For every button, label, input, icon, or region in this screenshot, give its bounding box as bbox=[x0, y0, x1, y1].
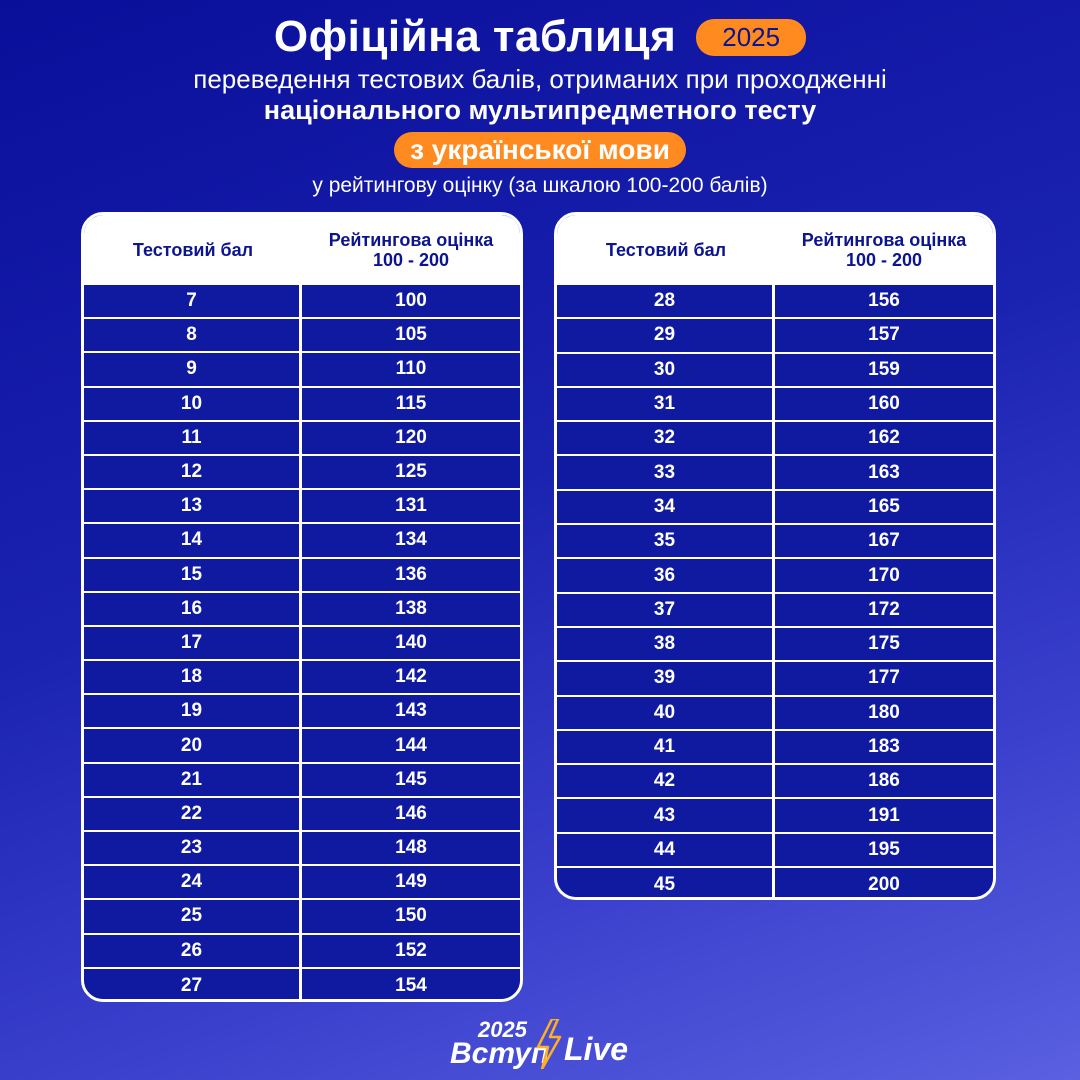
rating-cell: 105 bbox=[395, 324, 427, 346]
table-row bbox=[84, 764, 520, 798]
subject-badge: з української мови bbox=[394, 132, 686, 168]
test-score-cell: 28 bbox=[557, 285, 775, 317]
table-row bbox=[557, 319, 993, 353]
rating-cell: 160 bbox=[868, 393, 900, 415]
table-row bbox=[84, 593, 520, 627]
rating-cell: 163 bbox=[868, 461, 900, 483]
vstup-live-logo bbox=[448, 1015, 648, 1075]
test-score-cell: 16 bbox=[84, 593, 302, 625]
test-score-cell: 15 bbox=[84, 559, 302, 591]
table-row bbox=[84, 627, 520, 661]
test-score-cell: 10 bbox=[84, 388, 302, 420]
header-rating-title: Рейтингова оцінка bbox=[328, 230, 494, 250]
rating-cell: 152 bbox=[395, 939, 427, 961]
table-row bbox=[84, 285, 520, 319]
test-score-cell: 42 bbox=[557, 765, 775, 797]
table-body-right bbox=[557, 285, 993, 900]
rating-cell: 140 bbox=[395, 631, 427, 653]
table-row bbox=[84, 422, 520, 456]
table-row bbox=[84, 319, 520, 353]
table-row bbox=[84, 900, 520, 934]
rating-cell: 148 bbox=[395, 837, 427, 859]
test-score-cell: 19 bbox=[84, 695, 302, 727]
year-badge: 2025 bbox=[696, 19, 806, 56]
test-score-cell: 36 bbox=[557, 559, 775, 591]
test-score-cell: 34 bbox=[557, 491, 775, 523]
rating-cell: 177 bbox=[868, 667, 900, 689]
title-row bbox=[0, 12, 1080, 62]
rating-cell: 110 bbox=[395, 358, 427, 380]
test-score-cell: 13 bbox=[84, 490, 302, 522]
test-score-cell: 22 bbox=[84, 798, 302, 830]
subject-row bbox=[0, 132, 1080, 168]
test-score-cell: 25 bbox=[84, 900, 302, 932]
logo-live: Live bbox=[564, 1031, 629, 1067]
table-header bbox=[84, 215, 520, 285]
rating-cell: 172 bbox=[868, 598, 900, 620]
rating-cell: 146 bbox=[395, 802, 427, 824]
rating-cell: 162 bbox=[868, 427, 900, 449]
page-title: Офіційна таблиця bbox=[273, 12, 677, 61]
rating-cell: 115 bbox=[395, 392, 427, 414]
test-score-cell: 32 bbox=[557, 422, 775, 454]
rating-cell: 138 bbox=[395, 597, 427, 619]
rating-cell: 149 bbox=[395, 871, 427, 893]
rating-cell: 191 bbox=[868, 804, 900, 826]
rating-cell: 144 bbox=[395, 734, 427, 756]
table-row bbox=[557, 731, 993, 765]
lightning-bolt-icon bbox=[534, 1019, 564, 1069]
conversion-table-left bbox=[81, 212, 523, 1002]
table-row bbox=[84, 524, 520, 558]
rating-cell: 175 bbox=[868, 633, 900, 655]
table-row bbox=[84, 935, 520, 969]
test-score-cell: 29 bbox=[557, 319, 775, 351]
header-rating bbox=[775, 215, 993, 285]
rating-cell: 131 bbox=[395, 495, 427, 517]
rating-cell: 154 bbox=[395, 974, 427, 996]
test-score-cell: 39 bbox=[557, 662, 775, 694]
test-score-cell: 44 bbox=[557, 834, 775, 866]
test-score-cell: 35 bbox=[557, 525, 775, 557]
test-score-cell: 21 bbox=[84, 764, 302, 796]
table-row bbox=[84, 832, 520, 866]
rating-cell: 143 bbox=[395, 700, 427, 722]
table-row bbox=[557, 628, 993, 662]
rating-cell: 165 bbox=[868, 495, 900, 517]
table-row bbox=[84, 661, 520, 695]
table-row bbox=[84, 456, 520, 490]
table-row bbox=[557, 559, 993, 593]
rating-cell: 200 bbox=[868, 874, 900, 896]
logo-year: 2025 bbox=[478, 1017, 527, 1042]
test-score-cell: 31 bbox=[557, 388, 775, 420]
header-rating-title: Рейтингова оцінка bbox=[801, 230, 967, 250]
table-row bbox=[557, 456, 993, 490]
test-score-cell: 40 bbox=[557, 697, 775, 729]
rating-cell: 145 bbox=[395, 768, 427, 790]
table-row bbox=[557, 422, 993, 456]
rating-cell: 120 bbox=[395, 426, 427, 448]
rating-cell: 136 bbox=[395, 563, 427, 585]
test-score-cell: 38 bbox=[557, 628, 775, 660]
rating-cell: 195 bbox=[868, 838, 900, 860]
table-row bbox=[84, 490, 520, 524]
header-rating bbox=[302, 215, 520, 285]
rating-cell: 159 bbox=[868, 358, 900, 380]
test-score-cell: 7 bbox=[84, 285, 302, 317]
rating-cell: 180 bbox=[868, 701, 900, 723]
table-row bbox=[557, 834, 993, 868]
header-test-score: Тестовий бал bbox=[132, 240, 254, 260]
rating-cell: 170 bbox=[868, 564, 900, 586]
rating-cell: 167 bbox=[868, 530, 900, 552]
test-score-cell: 18 bbox=[84, 661, 302, 693]
test-score-cell: 30 bbox=[557, 354, 775, 386]
test-score-cell: 41 bbox=[557, 731, 775, 763]
subtitle-line-1: переведення тестових балів, отриманих при проходженні bbox=[193, 64, 887, 94]
logo-word: Вступ bbox=[450, 1037, 550, 1070]
table-row bbox=[84, 866, 520, 900]
rating-cell: 150 bbox=[395, 905, 427, 927]
table-row bbox=[84, 729, 520, 763]
rating-cell: 134 bbox=[395, 529, 427, 551]
subtitle-line-3: у рейтингову оцінку (за шкалою 100-200 балів) bbox=[312, 174, 768, 197]
test-score-cell: 37 bbox=[557, 594, 775, 626]
table-row bbox=[84, 695, 520, 729]
header-rating-scale: 100 - 200 bbox=[372, 250, 450, 270]
header-test-score: Тестовий бал bbox=[605, 240, 727, 260]
test-score-cell: 27 bbox=[84, 969, 302, 1002]
table-row bbox=[557, 799, 993, 833]
table-row bbox=[557, 868, 993, 900]
table-header bbox=[557, 215, 993, 285]
test-score-cell: 26 bbox=[84, 935, 302, 967]
table-row bbox=[557, 594, 993, 628]
table-row bbox=[557, 697, 993, 731]
test-score-cell: 24 bbox=[84, 866, 302, 898]
rating-cell: 157 bbox=[868, 324, 900, 346]
test-score-cell: 17 bbox=[84, 627, 302, 659]
table-row bbox=[557, 662, 993, 696]
test-score-cell: 11 bbox=[84, 422, 302, 454]
table-row bbox=[84, 969, 520, 1002]
test-score-cell: 12 bbox=[84, 456, 302, 488]
table-row bbox=[84, 353, 520, 387]
header-rating-scale: 100 - 200 bbox=[845, 250, 923, 270]
test-score-cell: 43 bbox=[557, 799, 775, 831]
rating-cell: 156 bbox=[868, 290, 900, 312]
test-score-cell: 8 bbox=[84, 319, 302, 351]
test-score-cell: 9 bbox=[84, 353, 302, 385]
table-row bbox=[84, 559, 520, 593]
table-row bbox=[84, 798, 520, 832]
test-score-cell: 45 bbox=[557, 868, 775, 900]
table-row bbox=[557, 525, 993, 559]
table-row bbox=[557, 388, 993, 422]
test-score-cell: 14 bbox=[84, 524, 302, 556]
rating-cell: 142 bbox=[395, 666, 427, 688]
rating-cell: 100 bbox=[395, 290, 427, 312]
table-row bbox=[557, 354, 993, 388]
rating-cell: 186 bbox=[868, 770, 900, 792]
conversion-table-right bbox=[554, 212, 996, 900]
table-row bbox=[84, 388, 520, 422]
test-score-cell: 20 bbox=[84, 729, 302, 761]
rating-cell: 183 bbox=[868, 736, 900, 757]
table-row bbox=[557, 765, 993, 799]
test-score-cell: 23 bbox=[84, 832, 302, 864]
table-row bbox=[557, 285, 993, 319]
subtitle-line-2: національного мультипредметного тесту bbox=[263, 95, 817, 125]
table-body-left bbox=[84, 285, 520, 1002]
rating-cell: 125 bbox=[395, 461, 427, 483]
table-row bbox=[557, 491, 993, 525]
test-score-cell: 33 bbox=[557, 456, 775, 488]
